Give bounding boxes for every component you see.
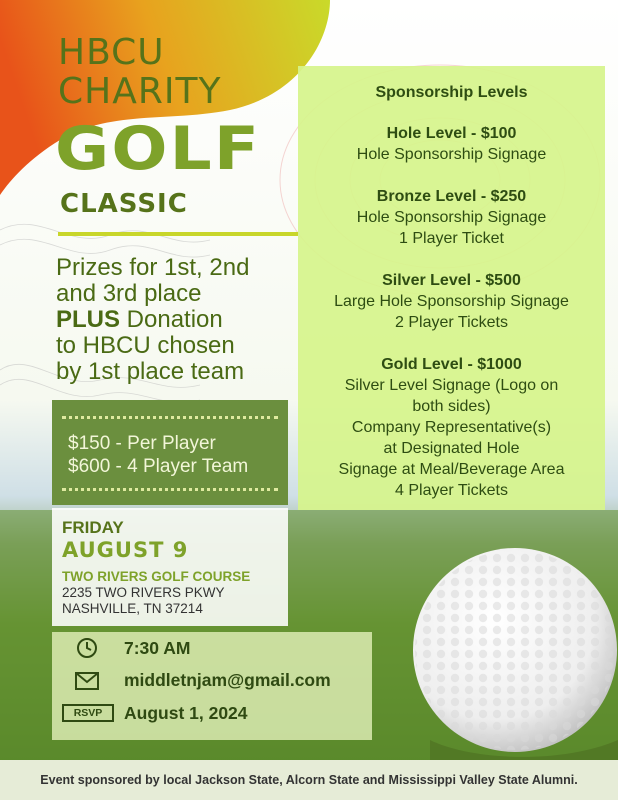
- pricing-divider-top: [62, 416, 278, 419]
- price-team: $600 - 4 Player Team: [68, 456, 249, 477]
- mail-icon: [75, 672, 99, 690]
- sponsorship-level-hole-line: Hole Sponsorship Signage: [356, 146, 547, 163]
- sponsorship-level-gold-line: at Designated Hole: [383, 440, 520, 457]
- title-classic: CLASSIC: [60, 189, 188, 219]
- event-address-line-2: NASHVILLE, TN 37214: [62, 601, 203, 616]
- sponsorship-level-bronze-line: 1 Player Ticket: [399, 230, 504, 247]
- sponsorship-level-gold-line: both sides): [412, 398, 491, 415]
- prizes-text: [56, 255, 306, 385]
- title-line-charity: CHARITY: [58, 71, 222, 112]
- event-date: AUGUST 9: [62, 538, 189, 562]
- prizes-line-2: and 3rd place: [56, 280, 202, 307]
- sponsorship-level-silver-line: 2 Player Tickets: [395, 314, 508, 331]
- event-day: FRIDAY: [62, 518, 124, 537]
- rsvp-badge: RSVP: [62, 704, 114, 722]
- sponsorship-panel: [298, 66, 605, 510]
- price-per-player: $150 - Per Player: [68, 433, 216, 454]
- title-golf: GOLF: [55, 114, 262, 184]
- sponsorship-heading: Sponsorship Levels: [375, 84, 528, 101]
- sponsorship-level-bronze: Bronze Level - $250: [376, 188, 527, 205]
- event-time: 7:30 AM: [124, 638, 191, 658]
- event-address-line-1: 2235 TWO RIVERS PKWY: [62, 585, 225, 600]
- sponsorship-level-gold-line: 4 Player Tickets: [395, 482, 508, 499]
- prizes-line-3: [56, 307, 306, 333]
- contact-email[interactable]: middletnjam@gmail.com: [124, 670, 331, 690]
- event-course: TWO RIVERS GOLF COURSE: [62, 569, 251, 584]
- pricing-divider-bottom: [62, 488, 278, 491]
- sponsorship-level-silver: Silver Level - $500: [382, 272, 521, 289]
- rsvp-date: August 1, 2024: [124, 703, 248, 723]
- footer-sponsor-note: Event sponsored by local Jackson State, Alcorn State and Mississippi Valley State Alumni.: [0, 760, 618, 800]
- prizes-plus: PLUS: [56, 306, 121, 333]
- title-line-hbcu: HBCU: [58, 32, 165, 73]
- clock-icon: [76, 637, 98, 659]
- sponsorship-level-bronze-line: Hole Sponsorship Signage: [356, 209, 547, 226]
- sponsorship-level-gold-line: Signage at Meal/Beverage Area: [338, 461, 565, 478]
- sponsorship-level-silver-line: Large Hole Sponsorship Signage: [334, 293, 569, 310]
- prizes-line-5: by 1st place team: [56, 358, 245, 385]
- sponsorship-level-hole: Hole Level - $100: [386, 125, 517, 142]
- sponsorship-level-gold-line: Company Representative(s): [351, 419, 552, 436]
- prizes-line-1: Prizes for 1st, 2nd: [56, 254, 250, 281]
- sponsorship-level-gold-line: Silver Level Signage (Logo on: [344, 377, 559, 394]
- sponsorship-level-gold: Gold Level - $1000: [381, 356, 522, 373]
- prizes-donation: Donation: [120, 306, 223, 333]
- prizes-line-4: to HBCU chosen: [56, 332, 235, 359]
